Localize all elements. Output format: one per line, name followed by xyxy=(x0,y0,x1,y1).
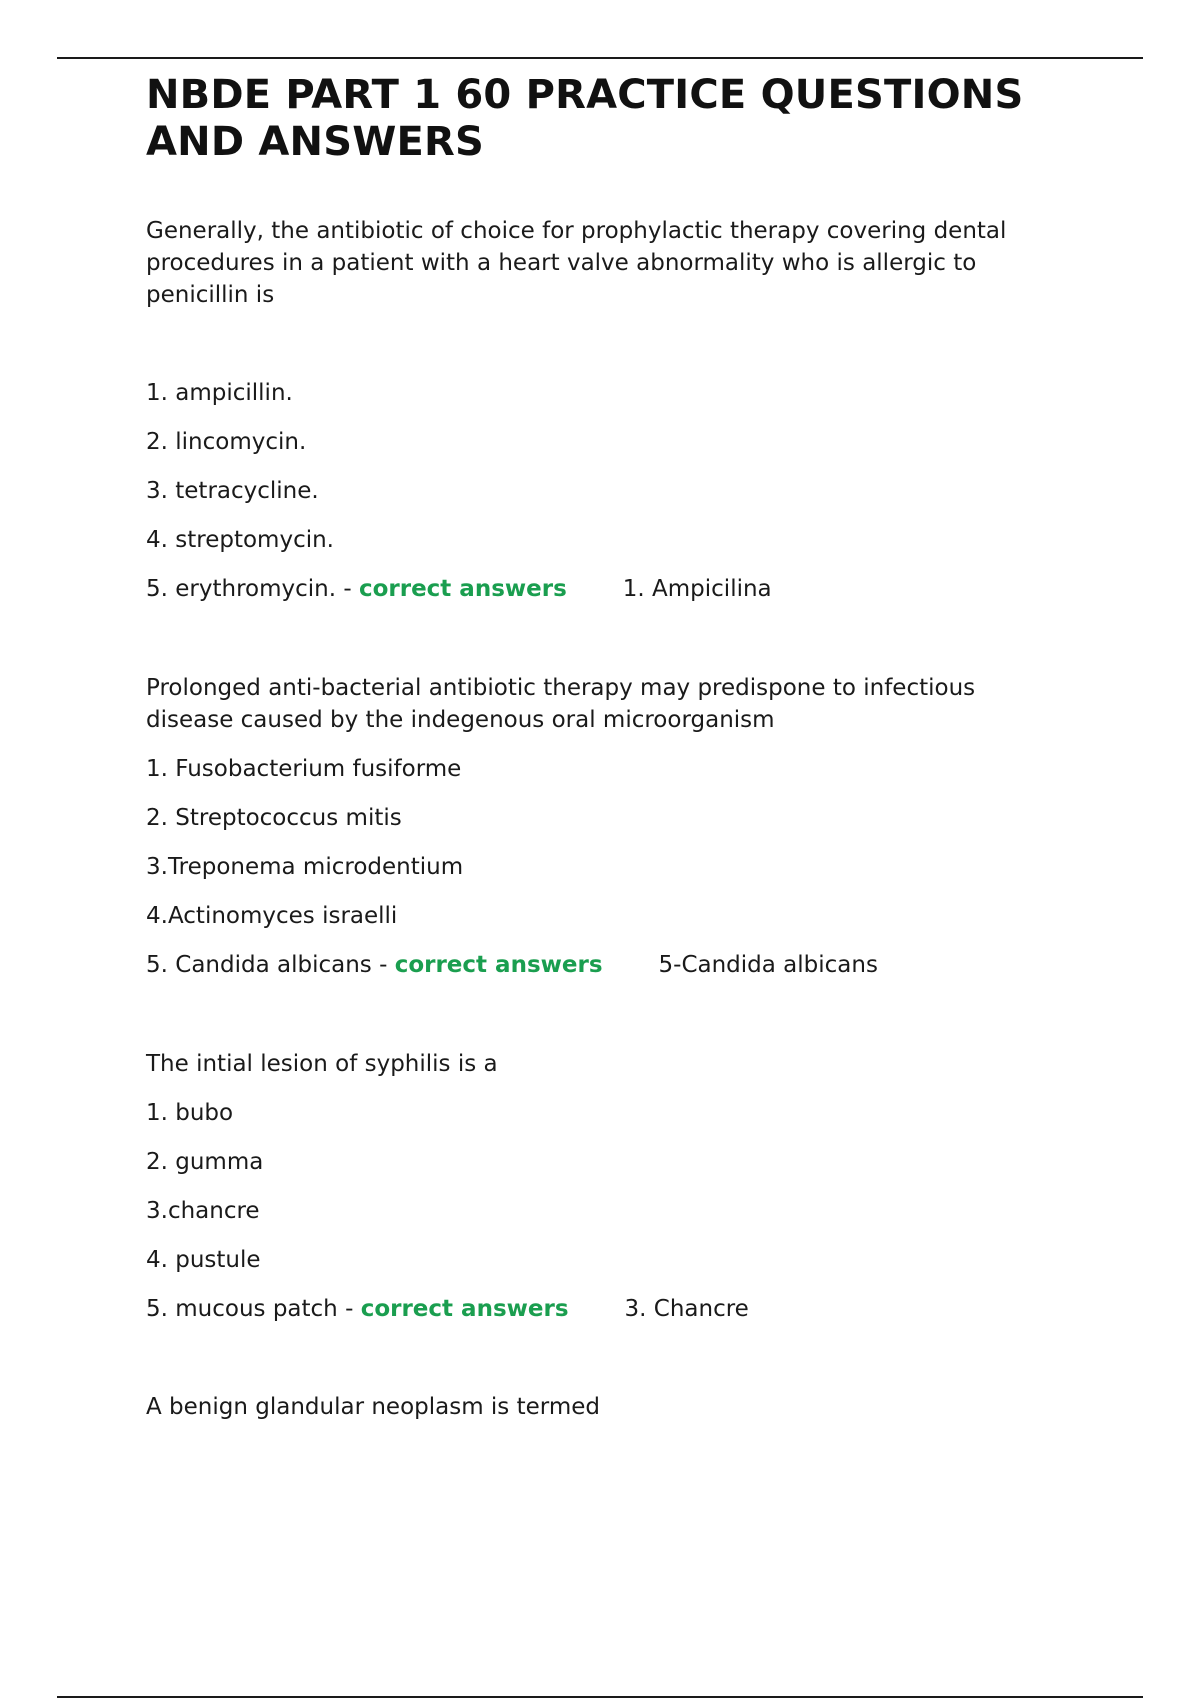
answer-option: 2. gumma xyxy=(146,1149,264,1175)
answer-option: 3. tetracycline. xyxy=(146,478,319,504)
question-text-line: A benign glandular neoplasm is termed xyxy=(146,1394,600,1420)
answer-option: 1. ampicillin. xyxy=(146,380,293,406)
answer-option-with-answer xyxy=(146,1293,1086,1325)
question-text-line: The intial lesion of syphilis is a xyxy=(146,1051,498,1077)
question-text xyxy=(146,672,1086,736)
top-rule xyxy=(57,57,1143,59)
bottom-rule xyxy=(57,1696,1143,1698)
question-text-line: Generally, the antibiotic of choice for prophylactic therapy covering dental xyxy=(146,218,1007,244)
correct-answers-label: correct answers xyxy=(360,1296,569,1322)
answer-option: 2. lincomycin. xyxy=(146,429,307,455)
correct-answer-value: 5-Candida albicans xyxy=(658,952,878,978)
answer-option: 4. pustule xyxy=(146,1247,261,1273)
document-body xyxy=(146,72,1086,1423)
document-title xyxy=(146,72,1086,166)
answer-option: 2. Streptococcus mitis xyxy=(146,805,402,831)
answer-option: 4.Actinomyces israelli xyxy=(146,903,398,929)
answer-option: 3.chancre xyxy=(146,1198,260,1224)
correct-answers-label: correct answers xyxy=(394,952,603,978)
question-1 xyxy=(146,215,1086,605)
correct-answer-value: 3. Chancre xyxy=(624,1296,749,1322)
question-2 xyxy=(146,672,1086,981)
title-line-2: AND ANSWERS xyxy=(146,119,485,165)
answer-option-text: 5. Candida albicans - xyxy=(146,952,395,978)
question-text-line: Prolonged anti-bacterial antibiotic therapy may predispone to infectious xyxy=(146,675,976,701)
answer-option-text: 5. mucous patch - xyxy=(146,1296,361,1322)
answer-option-text: 5. erythromycin. - xyxy=(146,576,359,602)
question-text xyxy=(146,1048,1086,1080)
correct-answer-value: 1. Ampicilina xyxy=(622,576,772,602)
answer-option-with-answer xyxy=(146,949,1086,981)
answer-option: 1. Fusobacterium fusiforme xyxy=(146,756,462,782)
correct-answers-label: correct answers xyxy=(358,576,567,602)
question-text-line: procedures in a patient with a heart valve abnormality who is allergic to xyxy=(146,250,977,276)
question-3 xyxy=(146,1048,1086,1325)
question-text-line: penicillin is xyxy=(146,282,275,308)
question-text xyxy=(146,1391,1086,1423)
answer-option: 3.Treponema microdentium xyxy=(146,854,464,880)
question-4 xyxy=(146,1391,1086,1423)
answer-option: 1. bubo xyxy=(146,1100,234,1126)
answer-option: 4. streptomycin. xyxy=(146,527,334,553)
title-line-1: NBDE PART 1 60 PRACTICE QUESTIONS xyxy=(146,72,1024,118)
answer-option-with-answer xyxy=(146,573,1086,605)
question-text xyxy=(146,215,1086,311)
question-text-line: disease caused by the indegenous oral microorganism xyxy=(146,707,775,733)
